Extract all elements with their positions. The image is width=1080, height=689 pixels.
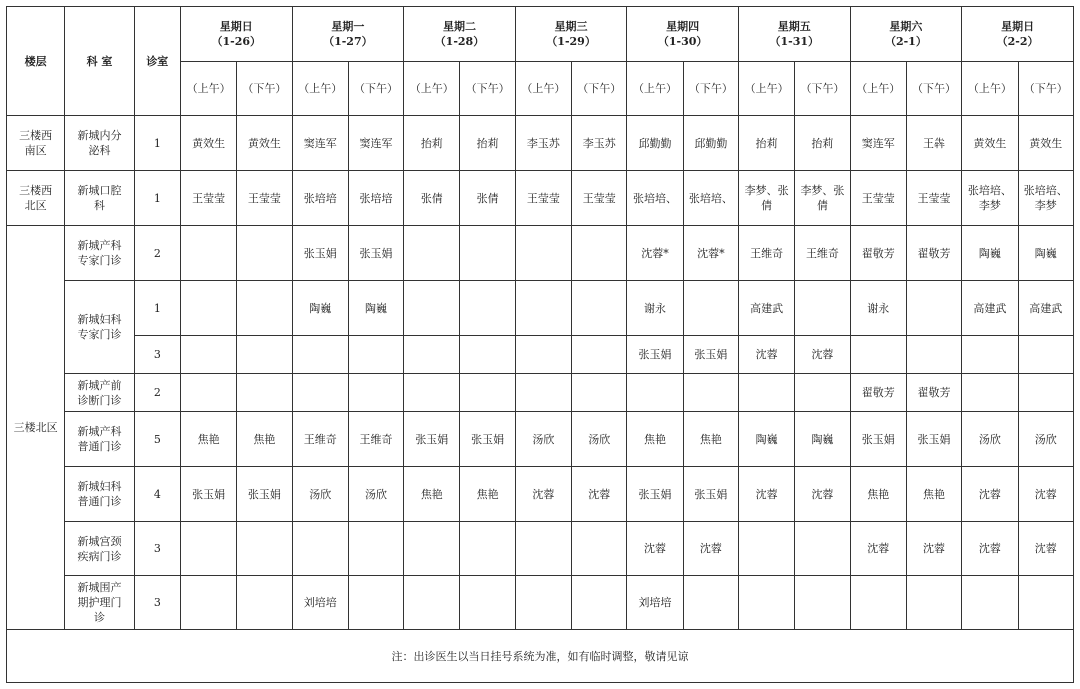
doctor-cell: 张培培 [292, 171, 348, 226]
pm-header: （下午） [795, 62, 850, 116]
am-header: （上午） [962, 62, 1018, 116]
dept-cell: 新城围产期护理门诊 [65, 576, 134, 630]
doctor-cell [1018, 336, 1073, 374]
table-row [7, 226, 1074, 281]
doctor-cell [962, 374, 1018, 412]
doctor-cell: 张玉娟 [683, 336, 738, 374]
doctor-cell: 翟敬芳 [850, 226, 906, 281]
doctor-cell: 谢永 [627, 281, 683, 336]
floor-cell: 三楼西南区 [7, 116, 65, 171]
day-date: （1-26） [211, 35, 261, 48]
doctor-cell [572, 226, 627, 281]
doctor-cell: 抬莉 [738, 116, 794, 171]
doctor-cell: 张玉娟 [683, 467, 738, 522]
day-date: （1-30） [657, 35, 708, 48]
doctor-cell: 焦艳 [627, 412, 683, 467]
footer-note: 注：出诊医生以当日挂号系统为准，如有临时调整，敬请见谅 [7, 630, 1074, 683]
doctor-cell: 沈蓉 [738, 336, 794, 374]
am-header: （上午） [627, 62, 683, 116]
day-date: （1-31） [769, 35, 820, 48]
doctor-cell [237, 281, 292, 336]
pm-header: （下午） [683, 62, 738, 116]
day-header [292, 7, 404, 62]
day-name: 星期二 [442, 20, 476, 33]
doctor-cell [404, 374, 460, 412]
pm-header: （下午） [906, 62, 961, 116]
day-header [627, 7, 739, 62]
doctor-cell: 焦艳 [237, 412, 292, 467]
doctor-cell: 沈蓉 [738, 467, 794, 522]
schedule-sheet [6, 6, 1074, 683]
doctor-cell [850, 576, 906, 630]
doctor-cell: 张培培、李梦 [1018, 171, 1073, 226]
doctor-cell [180, 336, 236, 374]
doctor-cell [237, 374, 292, 412]
day-name: 星期一 [331, 20, 365, 33]
room-cell: 5 [134, 412, 180, 467]
room-cell: 1 [134, 171, 180, 226]
doctor-cell: 抬莉 [460, 116, 515, 171]
table-row [7, 116, 1074, 171]
pm-header: （下午） [348, 62, 403, 116]
doctor-cell: 张培培、 [627, 171, 683, 226]
room-cell: 2 [134, 374, 180, 412]
doctor-cell: 陶巍 [962, 226, 1018, 281]
doctor-cell: 陶巍 [795, 412, 850, 467]
doctor-cell: 邱勤勤 [683, 116, 738, 171]
doctor-cell [515, 374, 571, 412]
doctor-cell [348, 576, 403, 630]
doctor-cell: 沈蓉* [627, 226, 683, 281]
room-cell: 3 [134, 522, 180, 576]
doctor-cell [180, 281, 236, 336]
doctor-cell: 张玉娟 [404, 412, 460, 467]
dept-cell: 新城内分泌科 [65, 116, 134, 171]
day-header [515, 7, 627, 62]
doctor-cell: 翟敬芳 [906, 374, 961, 412]
doctor-cell: 陶巍 [1018, 226, 1073, 281]
doctor-cell: 李梦、张倩 [738, 171, 794, 226]
doctor-cell: 王莹莹 [850, 171, 906, 226]
doctor-cell: 焦艳 [850, 467, 906, 522]
doctor-cell: 沈蓉 [962, 522, 1018, 576]
doctor-cell: 沈蓉 [850, 522, 906, 576]
table-row [7, 522, 1074, 576]
am-header: （上午） [404, 62, 460, 116]
doctor-cell: 汤欣 [292, 467, 348, 522]
doctor-cell [460, 576, 515, 630]
doctor-cell [237, 576, 292, 630]
doctor-cell [683, 576, 738, 630]
room-cell: 4 [134, 467, 180, 522]
doctor-cell: 高建武 [738, 281, 794, 336]
am-header: （上午） [738, 62, 794, 116]
floor-cell: 三楼西北区 [7, 171, 65, 226]
am-header: （上午） [292, 62, 348, 116]
doctor-cell: 张玉娟 [627, 467, 683, 522]
day-header [404, 7, 516, 62]
doctor-cell: 汤欣 [515, 412, 571, 467]
doctor-cell [627, 374, 683, 412]
doctor-cell: 王维奇 [738, 226, 794, 281]
doctor-cell: 王维奇 [292, 412, 348, 467]
doctor-cell: 沈蓉 [962, 467, 1018, 522]
doctor-cell [572, 281, 627, 336]
doctor-cell [906, 576, 961, 630]
doctor-cell [795, 374, 850, 412]
doctor-cell [738, 374, 794, 412]
doctor-cell: 李玉苏 [572, 116, 627, 171]
doctor-cell: 王维奇 [348, 412, 403, 467]
dept-cell: 新城产科专家门诊 [65, 226, 134, 281]
doctor-cell: 抬莉 [404, 116, 460, 171]
room-cell: 2 [134, 226, 180, 281]
pm-header: （下午） [572, 62, 627, 116]
doctor-cell: 焦艳 [683, 412, 738, 467]
day-header [180, 7, 292, 62]
dept-cell: 新城妇科普通门诊 [65, 467, 134, 522]
doctor-cell: 焦艳 [906, 467, 961, 522]
doctor-cell: 张培培、李梦 [962, 171, 1018, 226]
doctor-cell [515, 336, 571, 374]
doctor-cell [404, 522, 460, 576]
doctor-cell [180, 226, 236, 281]
doctor-cell: 陶巍 [292, 281, 348, 336]
doctor-cell: 沈蓉* [683, 226, 738, 281]
doctor-cell [795, 281, 850, 336]
doctor-cell [683, 281, 738, 336]
doctor-cell: 张玉娟 [180, 467, 236, 522]
table-row [7, 281, 1074, 336]
doctor-cell: 沈蓉 [627, 522, 683, 576]
schedule-table [6, 6, 1074, 683]
dept-cell: 新城产前诊断门诊 [65, 374, 134, 412]
doctor-cell: 王莹莹 [572, 171, 627, 226]
doctor-cell: 沈蓉 [906, 522, 961, 576]
doctor-cell [460, 336, 515, 374]
doctor-cell: 张倩 [404, 171, 460, 226]
room-cell: 1 [134, 281, 180, 336]
day-date: （1-27） [323, 35, 373, 48]
doctor-cell: 沈蓉 [1018, 467, 1073, 522]
doctor-cell [348, 336, 403, 374]
doctor-cell: 王莹莹 [906, 171, 961, 226]
doctor-cell: 沈蓉 [795, 467, 850, 522]
doctor-cell [348, 374, 403, 412]
dept-cell: 新城宫颈疾病门诊 [65, 522, 134, 576]
day-name: 星期五 [777, 20, 811, 33]
doctor-cell [460, 226, 515, 281]
pm-header: （下午） [1018, 62, 1073, 116]
doctor-cell: 王莹莹 [515, 171, 571, 226]
doctor-cell [460, 522, 515, 576]
day-header [962, 7, 1074, 62]
doctor-cell: 黄效生 [180, 116, 236, 171]
doctor-cell: 翟敬芳 [906, 226, 961, 281]
doctor-cell [572, 336, 627, 374]
doctor-cell: 汤欣 [572, 412, 627, 467]
doctor-cell [237, 336, 292, 374]
doctor-cell: 沈蓉 [683, 522, 738, 576]
dept-cell: 新城口腔科 [65, 171, 134, 226]
day-name: 星期三 [554, 20, 588, 33]
doctor-cell: 黄效生 [1018, 116, 1073, 171]
dept-cell: 新城产科普通门诊 [65, 412, 134, 467]
doctor-cell: 张倩 [460, 171, 515, 226]
day-date: （1-28） [434, 35, 485, 48]
day-date: （2-2） [996, 35, 1039, 48]
doctor-cell: 沈蓉 [795, 336, 850, 374]
dept-header: 科 室 [65, 7, 134, 116]
doctor-cell [906, 281, 961, 336]
doctor-cell: 王莹莹 [237, 171, 292, 226]
doctor-cell: 高建武 [962, 281, 1018, 336]
doctor-cell: 黄效生 [962, 116, 1018, 171]
room-cell: 3 [134, 576, 180, 630]
doctor-cell: 王莹莹 [180, 171, 236, 226]
table-row [7, 336, 1074, 374]
doctor-cell: 王犇 [906, 116, 961, 171]
doctor-cell [515, 281, 571, 336]
doctor-cell [795, 576, 850, 630]
doctor-cell [738, 576, 794, 630]
doctor-cell: 张玉娟 [237, 467, 292, 522]
doctor-cell: 李玉苏 [515, 116, 571, 171]
doctor-cell [572, 576, 627, 630]
day-header [738, 7, 850, 62]
doctor-cell [404, 576, 460, 630]
doctor-cell: 焦艳 [460, 467, 515, 522]
doctor-cell [515, 522, 571, 576]
doctor-cell [292, 336, 348, 374]
day-name: 星期六 [889, 20, 923, 33]
doctor-cell: 谢永 [850, 281, 906, 336]
doctor-cell [1018, 576, 1073, 630]
doctor-cell: 陶巍 [738, 412, 794, 467]
doctor-cell [292, 522, 348, 576]
doctor-cell: 汤欣 [348, 467, 403, 522]
day-name: 星期四 [666, 20, 700, 33]
doctor-cell: 张培培、 [683, 171, 738, 226]
day-header [850, 7, 962, 62]
doctor-cell: 窦连军 [850, 116, 906, 171]
doctor-cell: 抬莉 [795, 116, 850, 171]
doctor-cell: 黄效生 [237, 116, 292, 171]
doctor-cell [237, 522, 292, 576]
doctor-cell [850, 336, 906, 374]
doctor-cell [962, 336, 1018, 374]
doctor-cell [180, 576, 236, 630]
day-name: 星期日 [219, 20, 253, 33]
doctor-cell [795, 522, 850, 576]
doctor-cell: 邱勤勤 [627, 116, 683, 171]
doctor-cell [348, 522, 403, 576]
doctor-cell: 张玉娟 [906, 412, 961, 467]
table-row [7, 374, 1074, 412]
doctor-cell: 张玉娟 [348, 226, 403, 281]
doctor-cell: 汤欣 [1018, 412, 1073, 467]
room-cell: 3 [134, 336, 180, 374]
doctor-cell [237, 226, 292, 281]
doctor-cell: 张玉娟 [292, 226, 348, 281]
doctor-cell [572, 522, 627, 576]
doctor-cell [180, 522, 236, 576]
doctor-cell [460, 374, 515, 412]
table-row [7, 576, 1074, 630]
doctor-cell: 沈蓉 [572, 467, 627, 522]
room-header: 诊室 [134, 7, 180, 116]
doctor-cell [460, 281, 515, 336]
am-header: （上午） [180, 62, 236, 116]
doctor-cell: 刘培培 [627, 576, 683, 630]
room-cell: 1 [134, 116, 180, 171]
doctor-cell [962, 576, 1018, 630]
table-row [7, 467, 1074, 522]
doctor-cell [180, 374, 236, 412]
doctor-cell [404, 226, 460, 281]
doctor-cell: 焦艳 [180, 412, 236, 467]
day-date: （2-1） [884, 35, 927, 48]
doctor-cell: 窦连军 [348, 116, 403, 171]
doctor-cell [1018, 374, 1073, 412]
doctor-cell: 高建武 [1018, 281, 1073, 336]
pm-header: （下午） [237, 62, 292, 116]
doctor-cell: 王维奇 [795, 226, 850, 281]
doctor-cell: 汤欣 [962, 412, 1018, 467]
pm-header: （下午） [460, 62, 515, 116]
doctor-cell: 张玉娟 [460, 412, 515, 467]
table-row [7, 412, 1074, 467]
doctor-cell [572, 374, 627, 412]
doctor-cell [404, 281, 460, 336]
table-row [7, 171, 1074, 226]
doctor-cell [683, 374, 738, 412]
doctor-cell: 刘培培 [292, 576, 348, 630]
doctor-cell: 窦连军 [292, 116, 348, 171]
doctor-cell: 张培培 [348, 171, 403, 226]
doctor-cell [515, 226, 571, 281]
doctor-cell: 张玉娟 [850, 412, 906, 467]
am-header: （上午） [850, 62, 906, 116]
doctor-cell [515, 576, 571, 630]
doctor-cell: 张玉娟 [627, 336, 683, 374]
doctor-cell [404, 336, 460, 374]
doctor-cell: 焦艳 [404, 467, 460, 522]
doctor-cell [738, 522, 794, 576]
doctor-cell [292, 374, 348, 412]
floor-header: 楼层 [7, 7, 65, 116]
am-header: （上午） [515, 62, 571, 116]
doctor-cell: 李梦、张倩 [795, 171, 850, 226]
doctor-cell: 沈蓉 [1018, 522, 1073, 576]
floor-cell: 三楼北区 [7, 226, 65, 630]
doctor-cell [906, 336, 961, 374]
doctor-cell: 陶巍 [348, 281, 403, 336]
day-date: （1-29） [546, 35, 596, 48]
doctor-cell: 翟敬芳 [850, 374, 906, 412]
dept-cell: 新城妇科专家门诊 [65, 281, 134, 374]
day-name: 星期日 [1001, 20, 1035, 33]
doctor-cell: 沈蓉 [515, 467, 571, 522]
